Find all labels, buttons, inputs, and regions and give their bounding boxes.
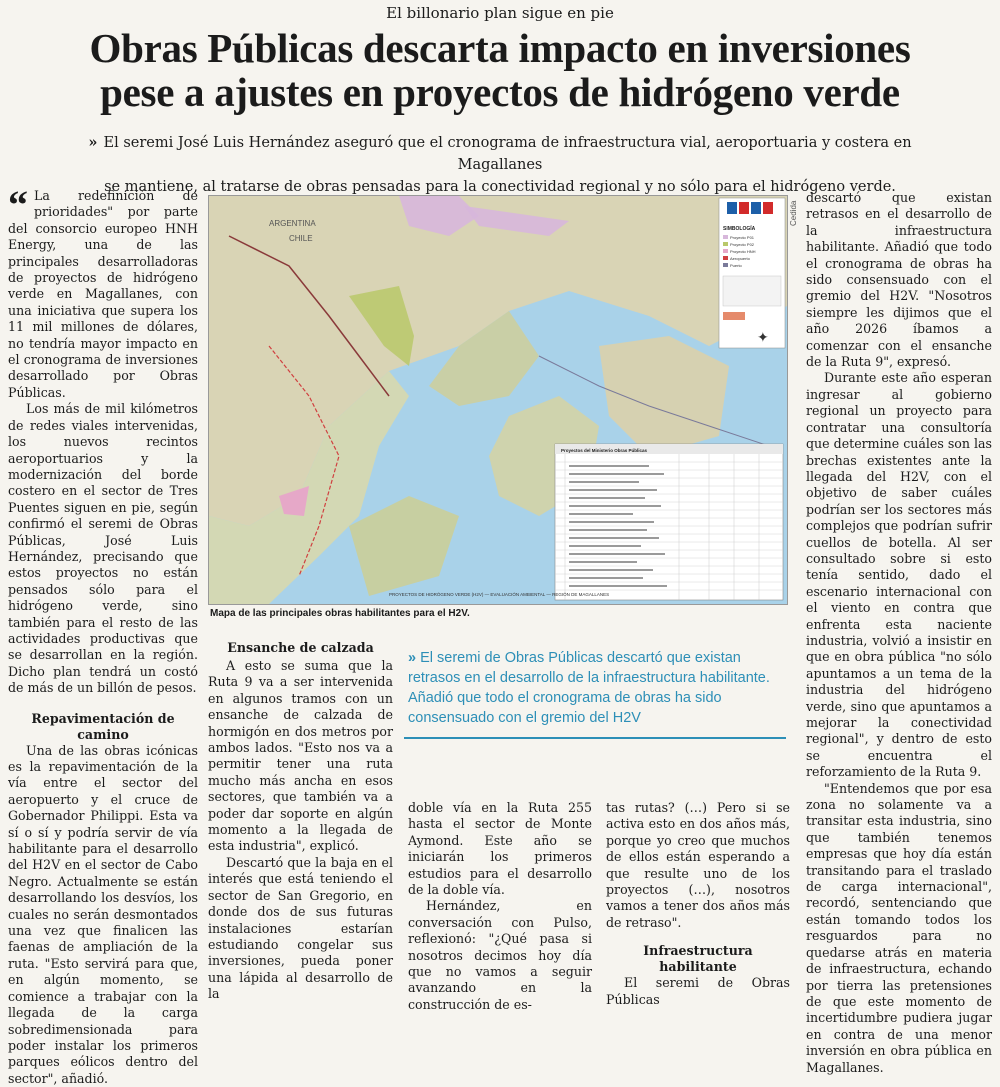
paragraph: Una de las obras icónicas es la repavimentación de la vía entre el sector del aeropuerto y el cruce de Gobernador Philippi. Esta va sí o sí y podría servir de vía habilitante para el desarrollo del H2V en el sector de Cabo Negro. Actualmente se están desarrollando los desvíos, los cuales no serán desmontados una vez que finalicen las faenas de ampliación de la ruta. "Esto servirá para que, en algún momento, se comience a trabajar con la llegada de la carga sobredimensionada para poder instalar los primeros parques eólicos dentro del sector", añadió. [8, 742, 198, 1086]
chevron-icon: » [88, 134, 98, 151]
paragraph: doble vía en la Ruta 255 hasta el sector de Monte Aymond. Este año se iniciarán los primeros estudios para el desarrollo de la doble vía. [408, 800, 592, 898]
legend-title: SIMBOLOGÍA [723, 226, 756, 232]
map-caption: Mapa de las principales obras habilitantes para el H2V. [210, 608, 470, 619]
legend-item: Aeropuerto [730, 256, 750, 261]
section-subhead: Ensanche de calzada [227, 640, 374, 655]
pull-quote [408, 648, 788, 728]
column-3 [408, 800, 592, 1013]
paragraph: El seremi de Obras Públicas [606, 975, 790, 1007]
legend-item: Proyecto P01 [730, 235, 755, 240]
paragraph: "Entendemos que por esa zona no solamente va a transitar esta industria, sino que también tenemos empresas que hoy día están transitando para el traslado de carga internacional", recordó, sentenciando que están tomando todos los resguardos para no quedarse atrás en materia de infraestructura, echando por tierra las pretensiones de que este momento de incertidumbre pudiera jugar en contra de una menor inversión en obra pública en Magallanes. [806, 780, 992, 1075]
map-footer: PROYECTOS DE HIDRÓGENO VERDE (H2V) — EVALUACIÓN AMBIENTAL — REGIÓN DE MAGALLANES [389, 592, 610, 597]
projects-table [555, 444, 783, 600]
pull-quote-rule [404, 737, 786, 739]
paragraph: A esto se suma que la Ruta 9 va a ser intervenida en algunos tramos con un ensanche de calzada de hormigón en dos metros por ambos lados. "Esto nos va a permitir tener una ruta mucho más ancha en esos sectores, que también va a poder dar soporte en algún momento a la llegada de esta industria", explicó. [208, 658, 393, 854]
column-5 [806, 190, 992, 1076]
paragraph: descartó que existan retrasos en el desarrollo de la infraestructura habilitante. Añadió que todo el cronograma de obras ha sido consensuado con el gremio del H2V. "Nosotros siempre les dijimos que el año 2026 íbamos a comenzar con el ensanche de la Ruta 9", expresó. [806, 190, 992, 370]
photo-credit: Cedida [789, 200, 798, 226]
subheadline-line-1: El seremi José Luis Hernández aseguró que el cronograma de infraestructura vial, aeroportuaria y costera en Magallanes [103, 135, 912, 173]
map-figure [208, 195, 788, 605]
chevron-icon: » [408, 650, 421, 666]
headline [20, 26, 980, 114]
paragraph: Durante este año esperan ingresar al gobierno regional un proyecto para contratar una consultoría que determine cuáles son las brechas existentes ante la llegada del H2V, con el objetivo de saber cuáles podrían ser los sectores más complejos que podrían sufrir cuellos de botella. Al ser consultado sobre si esto tenía sentido, dado el escenario internacional con el viento en contra que enfrenta esta naciente industria, volvió a insistir en que en obra pública "no sólo apuntamos a un tema de la industria del hidrógeno verde, sino que apuntamos a mejorar la conectividad regional", y dentro de esto se encuentra el reforzamiento de la Ruta 9. [806, 370, 992, 780]
paragraph: Los más de mil kilómetros de redes viales intervenidas, los nuevos recintos aeroportuarios y la modernización del borde costero en el sector de Tres Puentes siguen en pie, según confirmó el seremi de Obras Públicas, José Luis Hernández, precisando que estos proyectos no están pensados sólo para el hidrógeno verde, sino también para el resto de las actividades productivas que se desarrollan en la región. Dicho plan tendrá un costó de más de un billón de pesos. [8, 401, 198, 696]
legend-item: Proyecto P02 [730, 242, 755, 247]
headline-line-1: Obras Públicas descarta impacto en inversiones [89, 25, 911, 71]
map-legend [719, 198, 785, 348]
legend-item: Proyecto HNH [730, 249, 756, 254]
legend-item: Puerto [730, 263, 742, 268]
headline-line-2: pese a ajustes en proyectos de hidrógeno verde [100, 69, 900, 115]
kicker: El billonario plan sigue en pie [386, 4, 614, 22]
column-4 [606, 800, 790, 1008]
column-1 [8, 182, 198, 1087]
map-image [209, 196, 787, 604]
paragraph: Descartó que la baja en el interés que está teniendo el sector de San Gregorio, en donde dos de sus futuras instalaciones estarían estudiando congelar sus inversiones, pueda poner una lápida al desarrollo de la [208, 854, 393, 1002]
table-header: Proyectos del Ministerio Obras Públicas [561, 448, 648, 453]
column-2 [208, 640, 393, 1003]
paragraph: tas rutas? (…) Pero si se activa esto en dos años más, porque yo creo que muchos de ellos están esperando a que resulte uno de los proyectos (…), nosotros vamos a tener dos años más de retraso". [606, 800, 790, 930]
section-subhead: Infraestructura habilitante [643, 943, 753, 975]
map-label-argentina: ARGENTINA [269, 219, 316, 228]
map-label-chile: CHILE [289, 234, 313, 243]
pull-quote-text: El seremi de Obras Públicas descartó que existan retrasos en el desarrollo de la infraestructura habilitante. Añadió que todo el cronograma de obras ha sido consensuado con el gremio del H2V [408, 650, 770, 726]
section-subhead: Repavimentación de camino [31, 710, 175, 742]
lead-paragraph: La redefinición de prioridades" por parte del consorcio europeo HNH Energy, una de las principales desarrolladoras de proyectos de hidrógeno verde en Magallanes, con una iniciativa que supera los 11 mil millones de dólares, no tendría mayor impacto en el cronograma de inversiones desarrollado por Obras Públicas. [8, 188, 198, 400]
subheadline-line-2: se mantiene, al tratarse de obras pensadas para la conectividad regional y no sólo para el hidrógeno verde. [104, 179, 896, 195]
open-quote-icon: “ [8, 182, 28, 227]
paragraph: Hernández, en conversación con Pulso, reflexionó: "¿Qué pasa si nosotros decimos hoy día que no vamos a seguir avanzando en la construcción de es- [408, 898, 592, 1012]
compass-icon: ✦ [757, 329, 769, 345]
